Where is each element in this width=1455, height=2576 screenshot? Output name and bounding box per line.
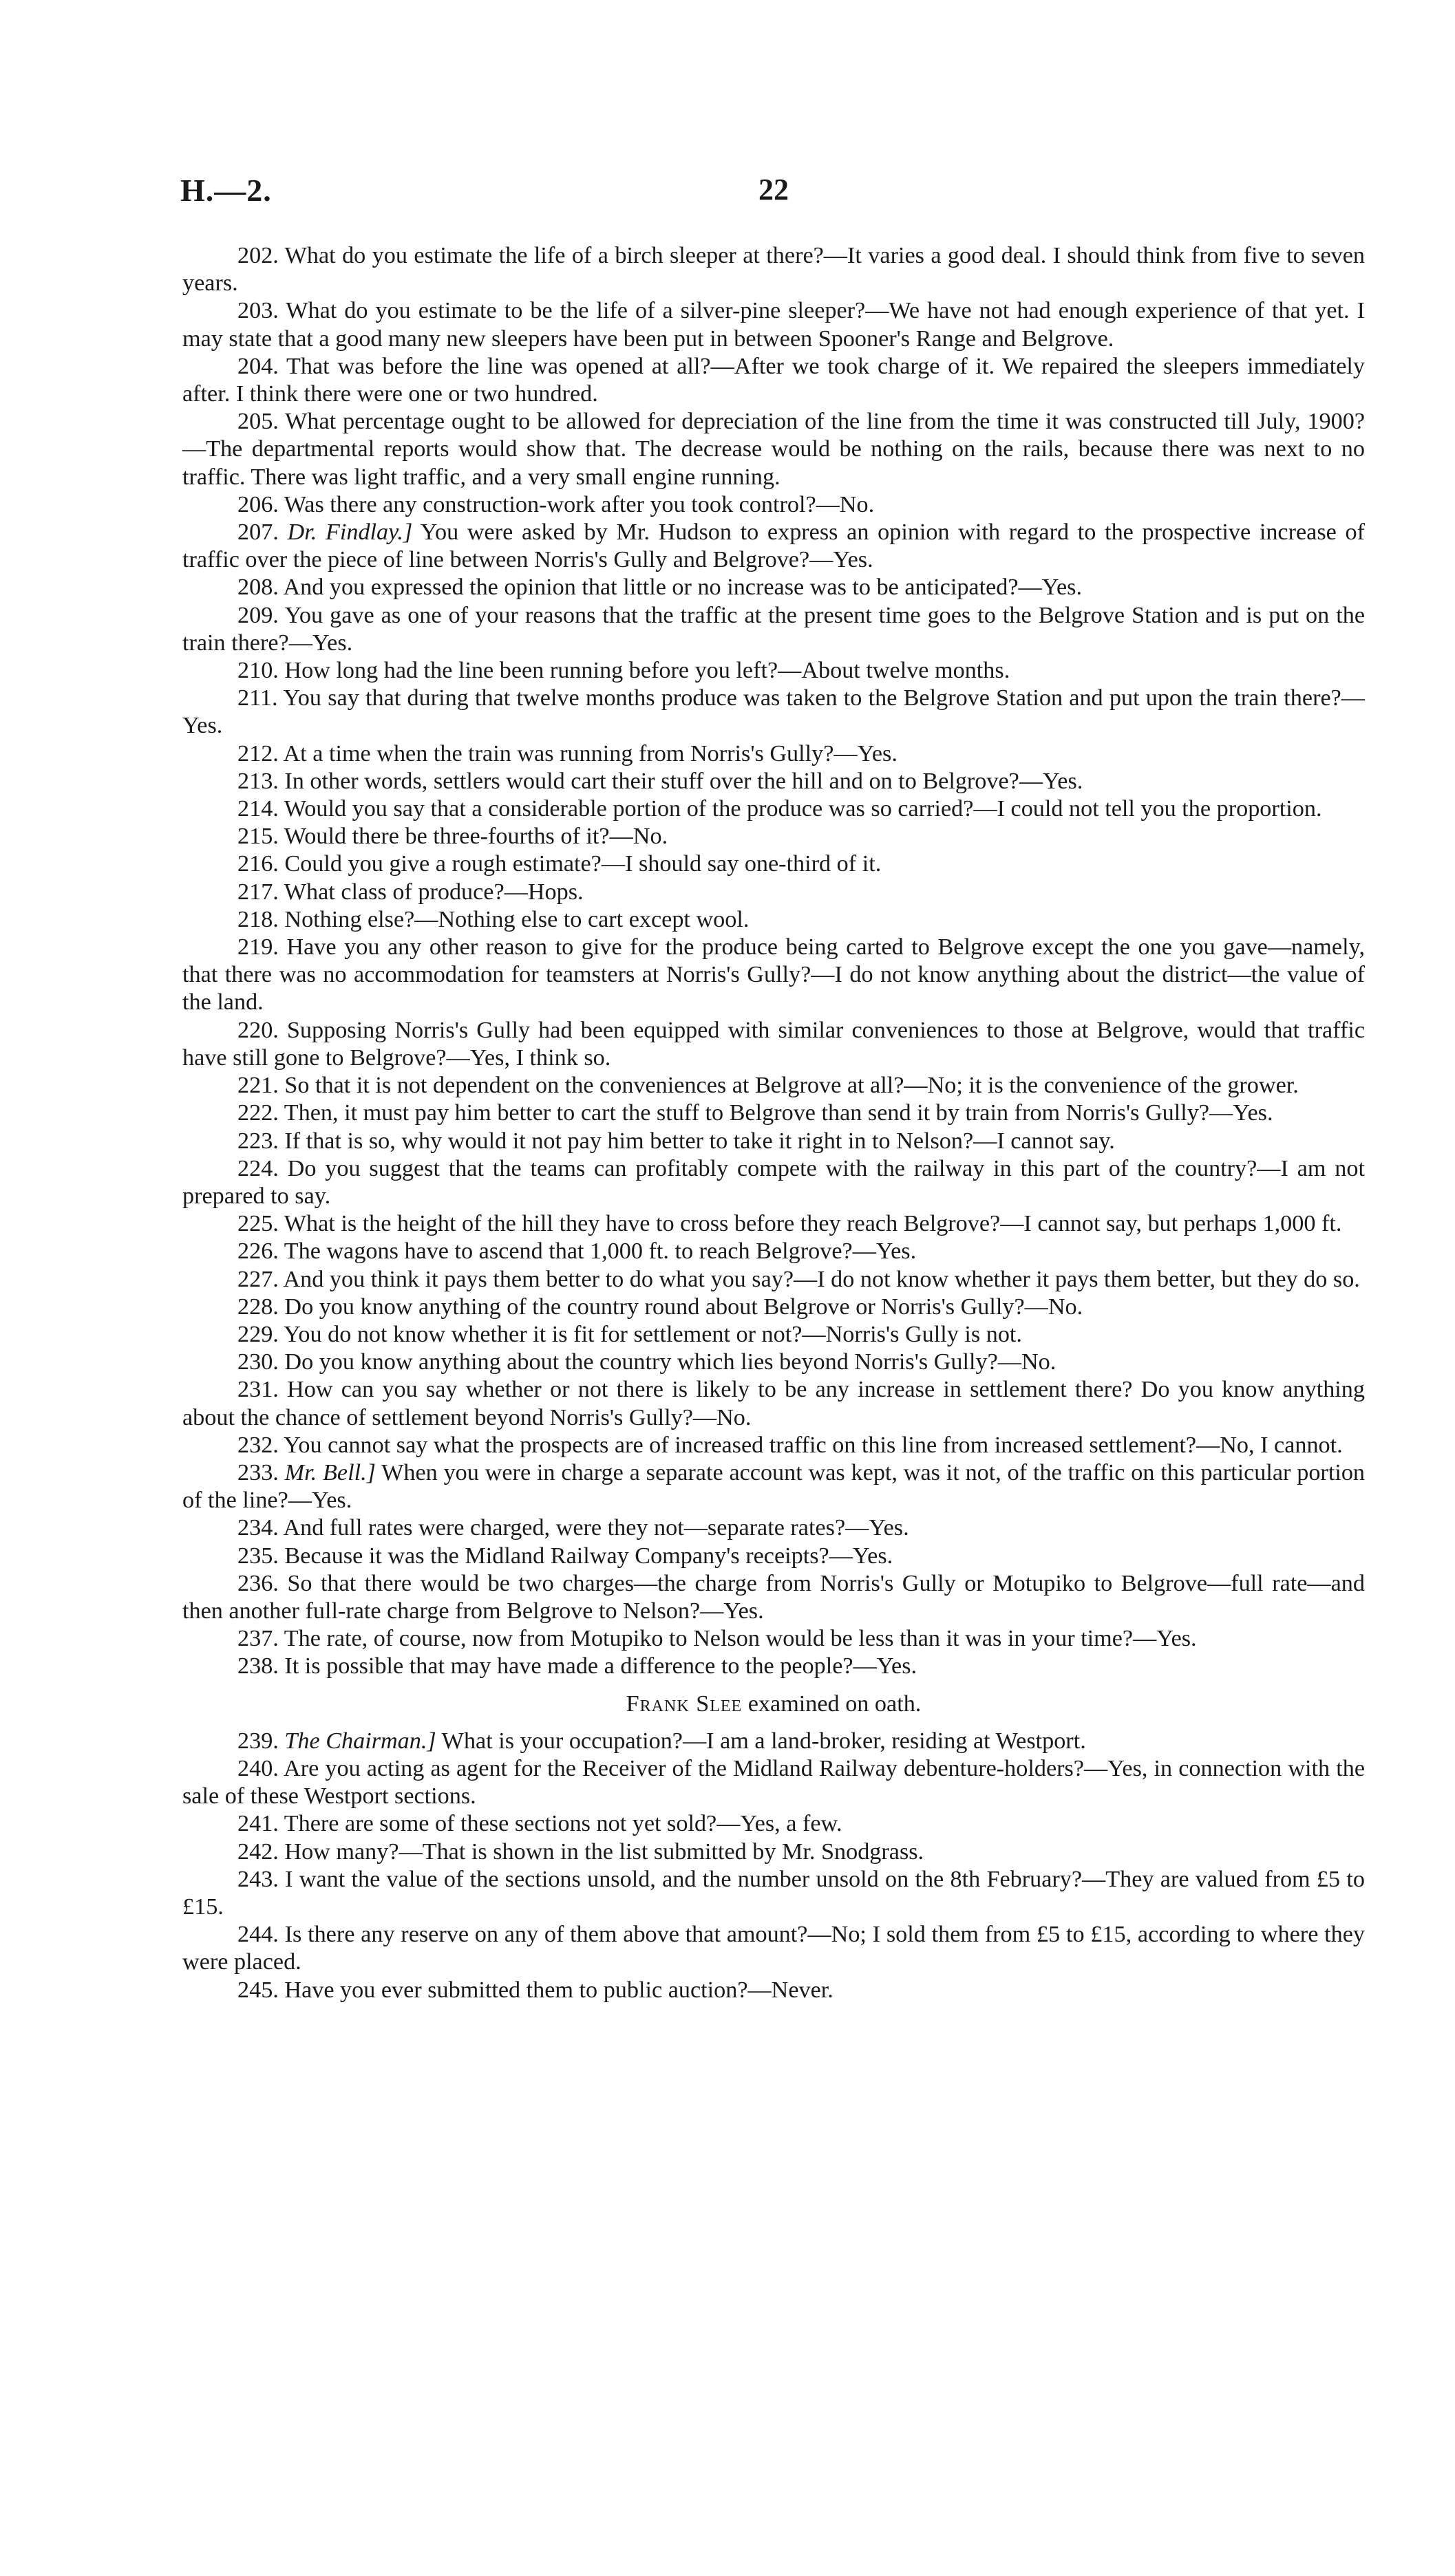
question-answer bbox=[182, 1866, 1365, 1921]
testimony-block-2 bbox=[182, 1728, 1365, 2004]
qa-text: 218. Nothing else?—Nothing else to cart except wool. bbox=[237, 906, 750, 932]
question-answer bbox=[182, 1321, 1365, 1349]
question-answer bbox=[182, 1459, 1365, 1514]
witness-name: Frank Slee bbox=[626, 1690, 743, 1717]
qa-text: 212. At a time when the train was running from Norris's Gully?—Yes. bbox=[237, 740, 898, 766]
question-answer bbox=[182, 1210, 1365, 1238]
page-header bbox=[180, 172, 1364, 220]
question-answer bbox=[182, 1625, 1365, 1653]
qa-text: When you were in charge a separate account was kept, was it not, of the traffic on this particular portion of the line?—Yes. bbox=[182, 1459, 1366, 1514]
qa-text: 230. Do you know anything about the country which lies beyond Norris's Gully?—No. bbox=[237, 1349, 1056, 1375]
question-answer bbox=[182, 795, 1365, 823]
question-answer bbox=[182, 491, 1365, 519]
qa-text: 241. There are some of these sections not yet sold?—Yes, a few. bbox=[237, 1811, 842, 1837]
qa-text: 215. Would there be three-fourths of it?—No. bbox=[237, 824, 668, 850]
question-answer bbox=[182, 685, 1365, 740]
question-answer bbox=[182, 1017, 1365, 1072]
question-answer bbox=[182, 1266, 1365, 1294]
testimony-body bbox=[182, 242, 1365, 2004]
question-answer bbox=[182, 519, 1365, 574]
question-answer bbox=[182, 602, 1365, 657]
question-answer bbox=[182, 1653, 1365, 1680]
qa-text: 227. And you think it pays them better to do what you say?—I do not know whether it pays them better, but they do so. bbox=[237, 1266, 1360, 1292]
qa-text: 244. Is there any reserve on any of them above that amount?—No; I sold them from £5 to £15, according to where they were placed. bbox=[182, 1922, 1365, 1975]
question-answer bbox=[182, 1570, 1365, 1625]
qa-text: 226. The wagons have to ascend that 1,000 ft. to reach Belgrove?—Yes. bbox=[237, 1238, 917, 1265]
qa-text: 206. Was there any construction-work after you took control?—No. bbox=[237, 491, 875, 517]
qa-text: 231. How can you say whether or not there is likely to be any increase in settlement there? Do you know anything about the chance of settlement beyond Norris's Gully?—No. bbox=[182, 1377, 1365, 1430]
question-number: 207. bbox=[237, 519, 279, 546]
qa-text: 209. You gave as one of your reasons that the traffic at the present time goes to the Belgrove Station and is put on the train there?—Yes. bbox=[182, 602, 1365, 656]
question-answer bbox=[182, 1728, 1365, 1755]
speaker-name: The Chairman.] bbox=[284, 1728, 436, 1754]
question-answer bbox=[182, 906, 1365, 934]
qa-text: What is your occupation?—I am a land-broker, residing at Westport. bbox=[441, 1728, 1086, 1754]
question-answer bbox=[182, 850, 1365, 878]
qa-text: 208. And you expressed the opinion that little or no increase was to be anticipated?—Yes. bbox=[237, 575, 1083, 601]
qa-text: 217. What class of produce?—Hops. bbox=[237, 879, 584, 905]
speaker-name: Dr. Findlay.] bbox=[287, 519, 413, 546]
question-answer bbox=[182, 1155, 1365, 1210]
question-answer bbox=[182, 1099, 1365, 1127]
question-answer bbox=[182, 1977, 1365, 2004]
qa-text: 223. If that is so, why would it not pay him better to take it right in to Nelson?—I cannot say. bbox=[237, 1128, 1115, 1154]
qa-text: 205. What percentage ought to be allowed for depreciation of the line from the time it was constructed till July, 1900?—The departmental reports would show that. The decrease would be nothing on the rails, because there was next to no traffic. There was light traffic, and a very small engine running. bbox=[182, 409, 1365, 490]
question-answer bbox=[182, 823, 1365, 850]
question-answer bbox=[182, 1810, 1365, 1838]
qa-text: 238. It is possible that may have made a difference to the people?—Yes. bbox=[237, 1653, 917, 1679]
qa-text: 219. Have you any other reason to give for the produce being carted to Belgrove except the one you gave—namely, that there was no accommodation for teamsters at Norris's Gully?—I do not know anything about the district—the value of the land. bbox=[182, 934, 1365, 1016]
question-answer bbox=[182, 1128, 1365, 1155]
question-answer bbox=[182, 768, 1365, 795]
qa-text: You were asked by Mr. Hudson to express an opinion with regard to the prospective increase of traffic over the piece of line between Norris's Gully and Belgrove?—Yes. bbox=[182, 519, 1365, 573]
qa-text: 204. That was before the line was opened at all?—After we took charge of it. We repaired the sleepers immediately after. I think there were one or two hundred. bbox=[182, 353, 1365, 407]
question-answer bbox=[182, 1376, 1365, 1431]
qa-text: 245. Have you ever submitted them to public auction?—Never. bbox=[237, 1977, 833, 2003]
question-answer bbox=[182, 1072, 1365, 1099]
question-answer bbox=[182, 1514, 1365, 1542]
qa-text: 214. Would you say that a considerable portion of the produce was so carried?—I could not tell you the proportion. bbox=[237, 796, 1322, 822]
page-number: 22 bbox=[758, 173, 789, 206]
qa-text: 242. How many?—That is shown in the list submitted by Mr. Snodgrass. bbox=[237, 1838, 924, 1865]
qa-text: 243. I want the value of the sections unsold, and the number unsold on the 8th February?—They are valued from £5 to £15. bbox=[182, 1866, 1365, 1920]
question-answer bbox=[182, 574, 1365, 601]
question-answer bbox=[182, 740, 1365, 768]
qa-text: 203. What do you estimate to be the life of a silver-pine sleeper?—We have not had enough experience of that yet. I may state that a good many new sleepers have been put in between Spooner's Range and Belgrove. bbox=[182, 298, 1365, 352]
question-answer bbox=[182, 1432, 1365, 1459]
qa-text: 225. What is the height of the hill they have to cross before they reach Belgrove?—I cannot say, but perhaps 1,000 ft. bbox=[237, 1211, 1342, 1237]
question-answer bbox=[182, 353, 1365, 408]
witness-suffix: examined on oath. bbox=[747, 1690, 922, 1717]
question-answer bbox=[182, 242, 1365, 297]
qa-text: 232. You cannot say what the prospects are of increased traffic on this line from increased settlement?—No, I cannot. bbox=[237, 1432, 1343, 1458]
qa-text: 234. And full rates were charged, were they not—separate rates?—Yes. bbox=[237, 1515, 909, 1541]
qa-text: 224. Do you suggest that the teams can profitably compete with the railway in this part of the country?—I am not prepared to say. bbox=[182, 1155, 1365, 1209]
witness-heading bbox=[182, 1690, 1365, 1718]
question-answer bbox=[182, 297, 1365, 352]
qa-text: 237. The rate, of course, now from Motupiko to Nelson would be less than it was in your time?—Yes. bbox=[237, 1626, 1197, 1652]
question-answer bbox=[182, 879, 1365, 906]
qa-text: 213. In other words, settlers would cart their stuff over the hill and on to Belgrove?—Yes. bbox=[237, 768, 1083, 794]
qa-text: 222. Then, it must pay him better to cart the stuff to Belgrove than send it by train from Norris's Gully?—Yes. bbox=[237, 1100, 1273, 1126]
qa-text: 221. So that it is not dependent on the conveniences at Belgrove at all?—No; it is the convenience of the grower. bbox=[237, 1073, 1299, 1099]
question-answer bbox=[182, 1921, 1365, 1976]
qa-text: 229. You do not know whether it is fit for settlement or not?—Norris's Gully is not. bbox=[237, 1321, 1022, 1347]
qa-text: 220. Supposing Norris's Gully had been equipped with similar conveniences to those at Belgrove, would that traffic have still gone to Belgrove?—Yes, I think so. bbox=[182, 1017, 1365, 1071]
qa-text: 211. You say that during that twelve months produce was taken to the Belgrove Station and put upon the train there?—Yes. bbox=[182, 685, 1365, 739]
question-number: 239. bbox=[237, 1728, 279, 1754]
question-answer bbox=[182, 1294, 1365, 1321]
testimony-block-1 bbox=[182, 242, 1365, 1681]
qa-text: 228. Do you know anything of the country round about Belgrove or Norris's Gully?—No. bbox=[237, 1294, 1083, 1320]
question-answer bbox=[182, 934, 1365, 1017]
speaker-name: Mr. Bell.] bbox=[284, 1459, 376, 1485]
qa-text: 240. Are you acting as agent for the Receiver of the Midland Railway debenture-holders?—Yes, in connection with the sale of these Westport sections. bbox=[182, 1755, 1365, 1810]
question-answer bbox=[182, 1543, 1365, 1570]
question-number: 233. bbox=[237, 1459, 279, 1485]
question-answer bbox=[182, 1349, 1365, 1376]
question-answer bbox=[182, 408, 1365, 491]
qa-text: 210. How long had the line been running before you left?—About twelve months. bbox=[237, 658, 1010, 684]
question-answer bbox=[182, 1838, 1365, 1866]
document-reference: H.—2. bbox=[180, 173, 272, 208]
qa-text: 235. Because it was the Midland Railway Company's receipts?—Yes. bbox=[237, 1543, 893, 1569]
qa-text: 236. So that there would be two charges—the charge from Norris's Gully or Motupiko to Belgrove—full rate—and then another full-rate charge from Belgrove to Nelson?—Yes. bbox=[182, 1570, 1365, 1624]
question-answer bbox=[182, 657, 1365, 685]
qa-text: 216. Could you give a rough estimate?—I should say one-third of it. bbox=[237, 851, 882, 877]
qa-text: 202. What do you estimate the life of a birch sleeper at there?—It varies a good deal. I should think from five to seven years. bbox=[182, 243, 1365, 297]
question-answer bbox=[182, 1755, 1365, 1810]
question-answer bbox=[182, 1238, 1365, 1265]
